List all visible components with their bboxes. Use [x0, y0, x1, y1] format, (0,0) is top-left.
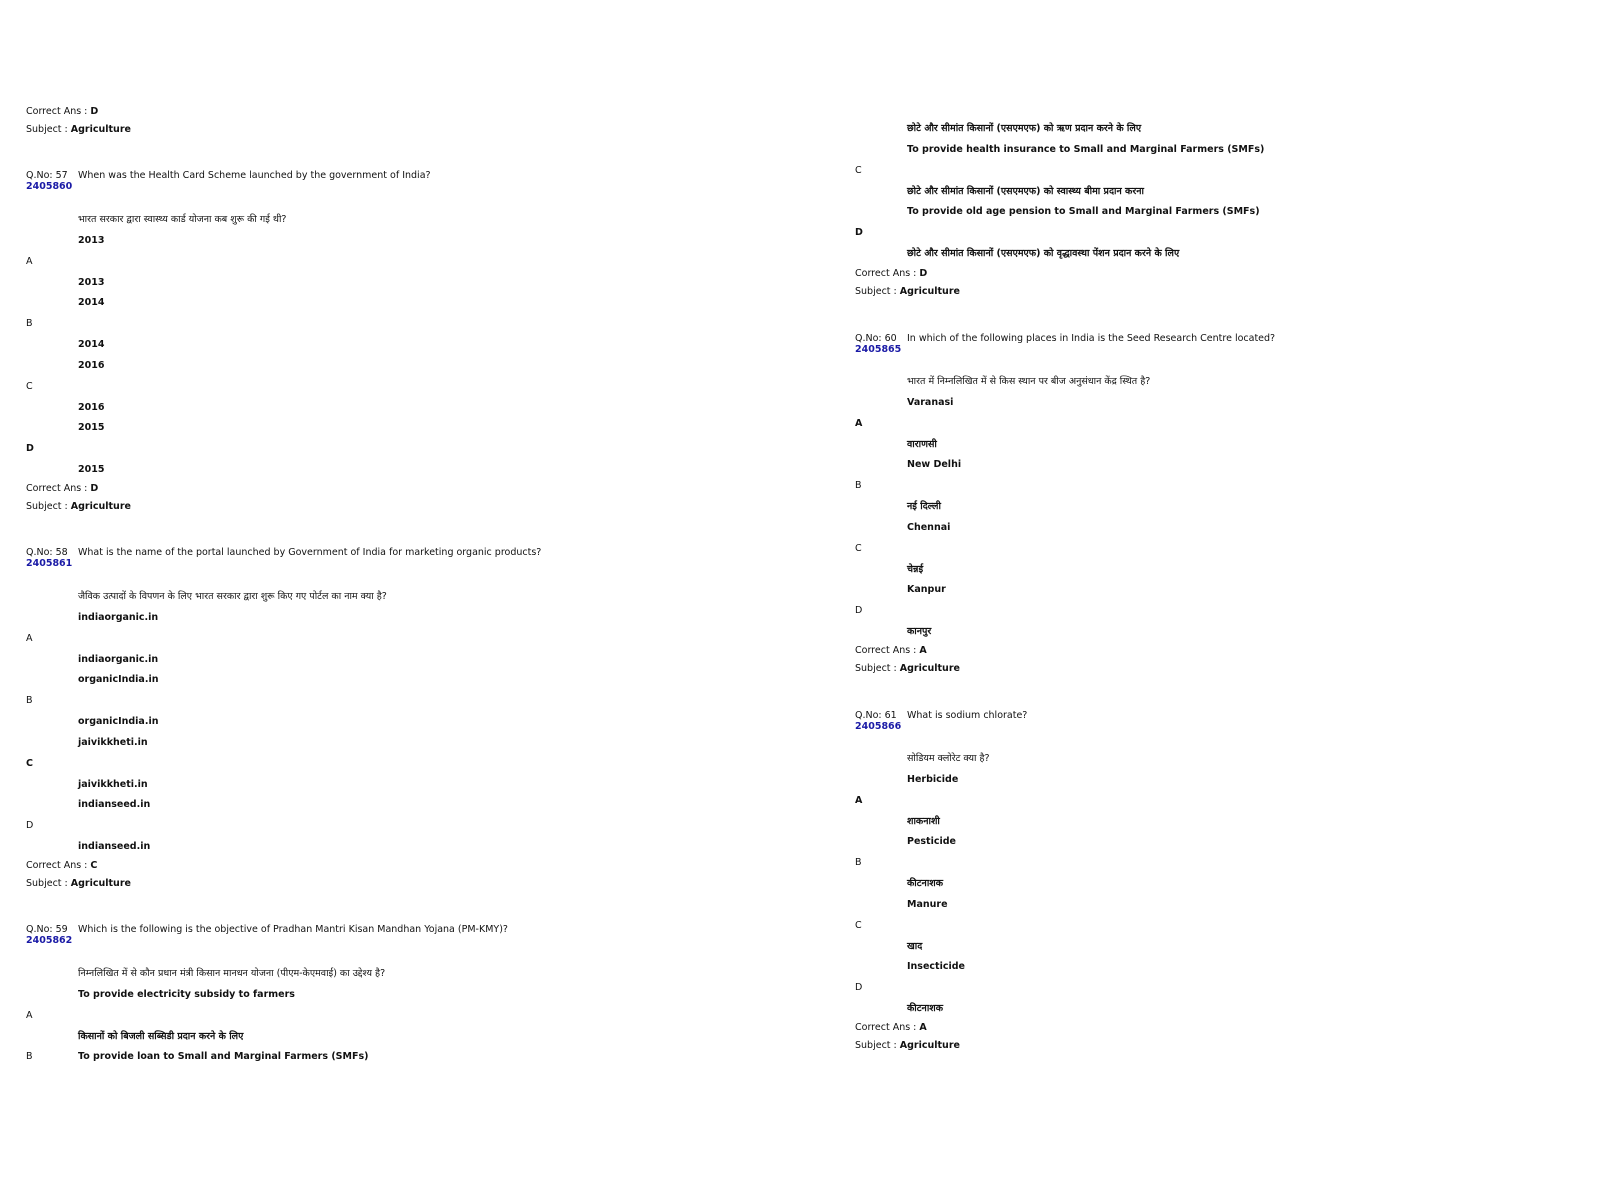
question-number: Q.No: 59 [26, 924, 68, 935]
correct-answer-label: Correct Ans : [26, 106, 91, 117]
subject-line [26, 501, 131, 513]
option-text-hindi: छोटे और सीमांत किसानों (एसएमएफ) को ऋण प्रदान करने के लिए [907, 123, 1142, 134]
option-text: Chennai [907, 522, 951, 533]
question-text-hindi: भारत सरकार द्वारा स्वास्थ्य कार्ड योजना कब शुरू की गई थी? [78, 214, 287, 225]
option-letter-correct: D [855, 227, 863, 238]
option-text-hindi: jaivikkheti.in [78, 779, 148, 790]
subject-line [26, 124, 131, 136]
question-number: Q.No: 61 [855, 710, 897, 721]
correct-answer-line [855, 645, 927, 657]
option-letter-correct: C [26, 758, 33, 769]
option-text: indiaorganic.in [78, 612, 159, 623]
correct-answer-line [855, 1022, 927, 1034]
correct-answer-value: A [919, 1022, 927, 1033]
subject-label: Subject : [855, 1040, 900, 1051]
option-text: Kanpur [907, 584, 946, 595]
option-letter: B [26, 695, 33, 706]
option-text: 2013 [78, 235, 105, 246]
subject-value: Agriculture [899, 663, 960, 674]
option-letter: B [26, 1051, 33, 1062]
option-text-hindi: खाद [907, 941, 923, 952]
option-text: jaivikkheti.in [78, 737, 148, 748]
option-text-hindi: किसानों को बिजली सब्सिडी प्रदान करने के लिए [78, 1031, 244, 1042]
subject-label: Subject : [26, 501, 71, 512]
correct-answer-label: Correct Ans : [855, 268, 920, 279]
question-id: 2405861 [26, 558, 73, 569]
option-text: 2014 [78, 297, 105, 308]
subject-value: Agriculture [899, 1040, 960, 1051]
option-text-hindi: 2014 [78, 339, 105, 350]
option-text: indianseed.in [78, 799, 151, 810]
question-text-hindi: सोडियम क्लोरेट क्या है? [907, 753, 990, 764]
question-number: Q.No: 57 [26, 170, 68, 181]
subject-value: Agriculture [70, 501, 131, 512]
option-letter: C [855, 920, 862, 931]
option-text: To provide health insurance to Small and Marginal Farmers (SMFs) [907, 144, 1265, 155]
correct-answer-value: A [919, 645, 927, 656]
option-text-hindi: कीटनाशक [907, 878, 944, 889]
option-text: Manure [907, 899, 948, 910]
option-letter: D [26, 820, 34, 831]
question-number: Q.No: 58 [26, 547, 68, 558]
option-letter-correct: A [855, 418, 863, 429]
subject-label: Subject : [855, 286, 900, 297]
option-letter-correct: A [855, 795, 863, 806]
correct-answer-line [26, 106, 98, 118]
correct-answer-value: C [90, 860, 98, 871]
question-text: When was the Health Card Scheme launched by the government of India? [78, 170, 431, 181]
correct-answer-line [26, 483, 98, 495]
correct-answer-label: Correct Ans : [26, 483, 91, 494]
subject-line [26, 878, 131, 890]
option-letter: B [855, 857, 862, 868]
option-letter: A [26, 633, 33, 644]
subject-line [855, 1040, 960, 1052]
option-letter-correct: D [26, 443, 34, 454]
subject-value: Agriculture [899, 286, 960, 297]
subject-value: Agriculture [70, 878, 131, 889]
question-text-hindi: जैविक उत्पादों के विपणन के लिए भारत सरकार द्वारा शुरू किए गए पोर्टल का नाम क्या है? [78, 591, 387, 602]
question-id: 2405860 [26, 181, 73, 192]
option-letter: D [855, 605, 863, 616]
option-text: To provide electricity subsidy to farmers [78, 989, 295, 1000]
question-text: In which of the following places in India is the Seed Research Centre located? [907, 333, 1276, 344]
option-letter: A [26, 1010, 33, 1021]
option-letter: B [26, 318, 33, 329]
option-text-hindi: 2016 [78, 402, 105, 413]
option-letter: C [855, 165, 862, 176]
option-text: Pesticide [907, 836, 956, 847]
option-text: To provide old age pension to Small and Marginal Farmers (SMFs) [907, 206, 1260, 217]
subject-value: Agriculture [70, 124, 131, 135]
correct-answer-label: Correct Ans : [26, 860, 91, 871]
option-text: organicIndia.in [78, 674, 159, 685]
option-text-hindi: छोटे और सीमांत किसानों (एसएमएफ) को स्वास्थ्य बीमा प्रदान करना [907, 186, 1144, 197]
question-text: Which is the following is the objective of Pradhan Mantri Kisan Mandhan Yojana (PM-KMY)? [78, 924, 508, 935]
correct-answer-value: D [90, 483, 99, 494]
option-text-hindi: कीटनाशक [907, 1003, 944, 1014]
question-number: Q.No: 60 [855, 333, 897, 344]
subject-line [855, 663, 960, 675]
correct-answer-value: D [90, 106, 99, 117]
option-text: Varanasi [907, 397, 954, 408]
subject-label: Subject : [26, 124, 71, 135]
option-text-hindi: छोटे और सीमांत किसानों (एसएमएफ) को वृद्धावस्था पेंशन प्रदान करने के लिए [907, 248, 1180, 259]
option-letter: C [26, 381, 33, 392]
question-text: What is the name of the portal launched by Government of India for marketing organic products? [78, 547, 542, 558]
option-text-hindi: indiaorganic.in [78, 654, 159, 665]
option-text-hindi: शाकनाशी [907, 816, 940, 827]
option-text-hindi: कानपुर [907, 626, 932, 637]
correct-answer-line [26, 860, 97, 872]
option-text-hindi: 2013 [78, 277, 105, 288]
option-text: 2015 [78, 422, 105, 433]
question-id: 2405862 [26, 935, 73, 946]
correct-answer-label: Correct Ans : [855, 1022, 920, 1033]
option-letter: B [855, 480, 862, 491]
question-text-hindi: भारत में निम्नलिखित में से किस स्थान पर बीज अनुसंधान केंद्र स्थित है? [907, 376, 1151, 387]
option-text: 2016 [78, 360, 105, 371]
option-letter: D [855, 982, 863, 993]
option-text-hindi: indianseed.in [78, 841, 151, 852]
subject-label: Subject : [855, 663, 900, 674]
correct-answer-line [855, 268, 927, 280]
option-text: Herbicide [907, 774, 959, 785]
option-text-hindi: नई दिल्ली [907, 501, 941, 512]
subject-line [855, 286, 960, 298]
option-text-hindi: organicIndia.in [78, 716, 159, 727]
question-text-hindi: निम्नलिखित में से कौन प्रधान मंत्री किसान मानधन योजना (पीएम-केएमवाई) का उद्देश्य है? [78, 968, 386, 979]
option-text: New Delhi [907, 459, 962, 470]
correct-answer-label: Correct Ans : [855, 645, 920, 656]
option-text-hindi: चेन्नई [907, 564, 924, 575]
correct-answer-value: D [919, 268, 928, 279]
option-letter: A [26, 256, 33, 267]
option-text: To provide loan to Small and Marginal Farmers (SMFs) [78, 1051, 369, 1062]
option-text-hindi: 2015 [78, 464, 105, 475]
subject-label: Subject : [26, 878, 71, 889]
question-id: 2405866 [855, 721, 902, 732]
question-id: 2405865 [855, 344, 902, 355]
option-text-hindi: वाराणसी [907, 439, 937, 450]
option-text: Insecticide [907, 961, 965, 972]
question-text: What is sodium chlorate? [907, 710, 1028, 721]
option-letter: C [855, 543, 862, 554]
